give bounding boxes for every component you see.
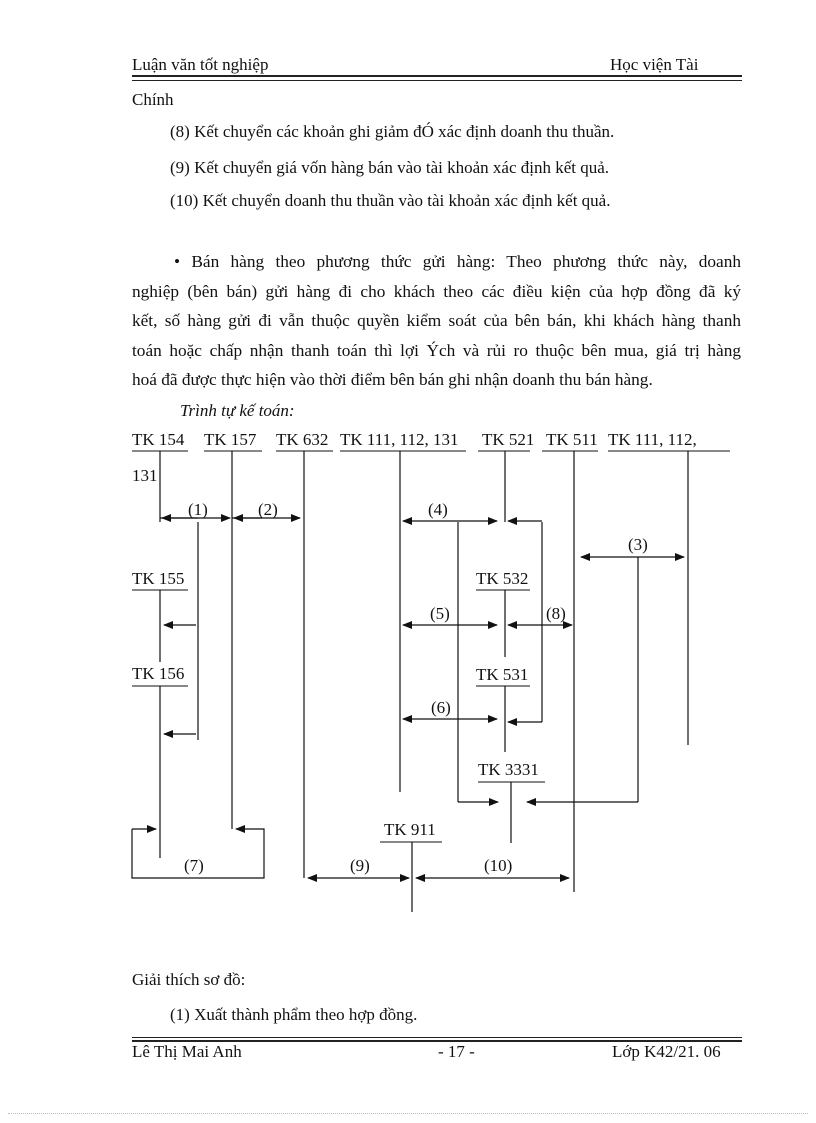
- footer-author: Lê Thị Mai Anh: [132, 1042, 242, 1061]
- account-tk911: TK 911: [384, 820, 436, 839]
- entry-10: (10) Kết chuyển doanh thu thuần vào tài khoản xác định kết quả.: [170, 191, 611, 210]
- paragraph-line: nghiệp (bên bán) gửi hàng đi cho khách theo các điều kiện của hợp đồng đã ký: [132, 281, 741, 301]
- step-label-2: (2): [258, 500, 278, 519]
- account-tk156: TK 156: [132, 664, 185, 683]
- account-tk531: TK 531: [476, 665, 529, 684]
- entry-9: (9) Kết chuyển giá vốn hàng bán vào tài khoản xác định kết quả.: [170, 158, 610, 177]
- diagram-caption: Trình tự kế toán:: [180, 401, 295, 420]
- explanation-item-1: (1) Xuất thành phẩm theo hợp đồng.: [170, 1005, 418, 1024]
- account-tk3331: TK 3331: [478, 760, 539, 779]
- step-label-3: (3): [628, 535, 648, 554]
- step-label-5: (5): [430, 604, 450, 623]
- explanation-title: Giải thích sơ đồ:: [132, 970, 246, 989]
- account-tk521: TK 521: [482, 430, 535, 449]
- step-label-7: (7): [184, 856, 204, 875]
- footer-class: Lớp K42/21. 06: [612, 1042, 721, 1061]
- account-tk511: TK 511: [546, 430, 598, 449]
- step-label-6: (6): [431, 698, 451, 717]
- account-tk154: TK 154: [132, 430, 185, 449]
- footer-rule-thin: [132, 1037, 742, 1038]
- step-label-9: (9): [350, 856, 370, 875]
- footer-page-number: - 17 -: [438, 1042, 475, 1061]
- entry-8: (8) Kết chuyển các khoản ghi giảm đÓ xác định doanh thu thuần.: [170, 122, 615, 141]
- header-continuation: Chính: [132, 90, 174, 109]
- paragraph-line: toán hoặc chấp nhận thanh toán thì lợi Ých và rủi ro thuộc bên mua, giá trị hàng: [132, 340, 741, 360]
- step-label-4: (4): [428, 500, 448, 519]
- page-bottom-dotted-line: [8, 1113, 808, 1114]
- account-tk632: TK 632: [276, 430, 329, 449]
- header-right: Học viện Tài: [610, 55, 699, 74]
- account-tk155: TK 155: [132, 569, 185, 588]
- account-tk532: TK 532: [476, 569, 529, 588]
- account-tk111: TK 111, 112, 131: [340, 430, 459, 449]
- header-left: Luận văn tốt nghiệp: [132, 55, 269, 74]
- paragraph-line: kết, số hàng gửi đi vẫn thuộc quyền kiểm soát của bên bán, khi khách hàng thanh: [132, 311, 741, 330]
- paragraph-line: • Bán hàng theo phương thức gửi hàng: Theo phương thức này, doanh: [174, 252, 741, 271]
- account-tk111b-cont: 131: [132, 466, 158, 485]
- paragraph-line: hoá đã được thực hiện vào thời điểm bên bán ghi nhận doanh thu bán hàng.: [132, 370, 653, 389]
- step-label-1: (1): [188, 500, 208, 519]
- account-tk111b: TK 111, 112,: [608, 430, 697, 449]
- step-label-10: (10): [484, 856, 513, 875]
- step-label-8: (8): [546, 604, 566, 623]
- account-tk157: TK 157: [204, 430, 257, 449]
